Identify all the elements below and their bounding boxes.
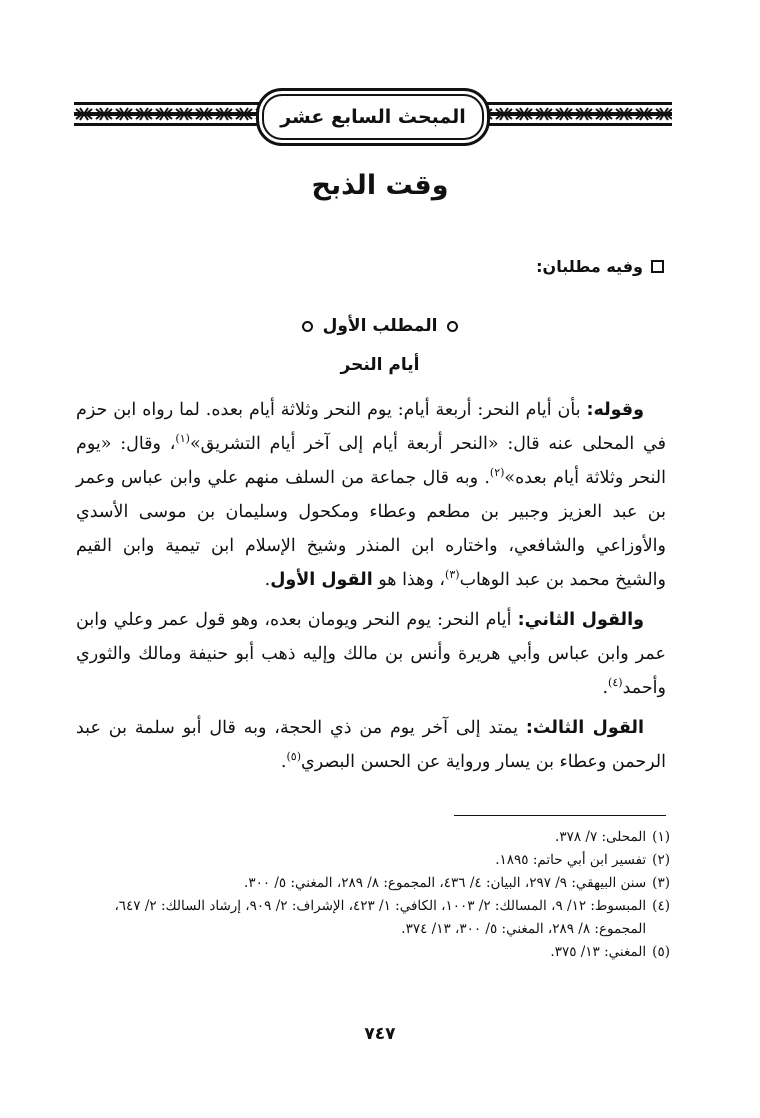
footnote bbox=[76, 826, 670, 849]
footnote-number: (٥) bbox=[652, 944, 670, 960]
paragraph-text: ، وهذا هو bbox=[372, 570, 446, 590]
paragraph-text: . وبه قال جماعة من السلف منهم علي وابن عباس وعمر بن عبد العزيز وجبير بن مطعم وعطاء ومكحول وسليمان بن موسى الأسدي والأوزاعي والشافعي، واختاره ابن المنذر وشيخ الإسلام ابن تيمية وابن القيم والشيخ محمد بن عبد الوهاب bbox=[76, 468, 666, 590]
footnote-ref: (٥) bbox=[286, 750, 302, 764]
page-number: ٧٤٧ bbox=[364, 1024, 396, 1044]
footnote-text: تفسير ابن أبي حاتم: ١٨٩٥. bbox=[495, 852, 647, 868]
circle-bullet-icon bbox=[302, 321, 313, 332]
footnote-ref: (٢) bbox=[489, 466, 505, 480]
footnote-text: المبسوط: ١٢/ ٩، المسالك: ٢/ ١٠٠٣، الكافي: ١/ ٤٢٣، الإشراف: ٢/ ٩٠٩، إرشاد السالك: ٢/ ٦٤٧، المجموع: ٨/ ٢٨٩، المغني: ٥/ ٣٠٠، ١٣/ ٣٧٤. bbox=[114, 898, 647, 937]
paragraph-text: . bbox=[602, 678, 609, 698]
footnote-ref: (٣) bbox=[445, 568, 460, 582]
intro-line bbox=[536, 257, 664, 276]
chapter-label-box bbox=[256, 88, 490, 146]
footnote-ref: (١) bbox=[175, 432, 190, 446]
paragraph-text: أيام النحر: يوم النحر ويومان بعده، وهو قول عمر وعلي وابن عمر وابن عباس وأبي هريرة وأنس بن مالك وإليه ذهب أبو حنيفة ومالك والثوري وأحمد bbox=[76, 610, 666, 698]
footnote-text: سنن البيهقي: ٩/ ٢٩٧، البيان: ٤/ ٤٣٦، المجموع: ٨/ ٢٨٩، المغني: ٥/ ٣٠٠. bbox=[244, 875, 647, 891]
chapter-label: المبحث السابع عشر bbox=[280, 106, 466, 128]
paragraph-text: . bbox=[280, 752, 287, 772]
paragraph-text: يمتد إلى آخر يوم من ذي الحجة، وبه قال أبو سلمة بن عبد الرحمن وعطاء بن يسار ورواية عن الحسن البصري bbox=[76, 718, 666, 772]
footnote-text: المغني: ١٣/ ٣٧٥. bbox=[550, 944, 647, 960]
paragraph-third-opinion bbox=[76, 711, 666, 779]
footnote-number: (٤) bbox=[652, 898, 670, 914]
paragraph-text: . bbox=[264, 570, 271, 590]
footnote-text: المحلى: ٧/ ٣٧٨. bbox=[555, 829, 647, 845]
paragraph-text: ، وقال: «يوم النحر وثلاثة أيام بعده» bbox=[76, 434, 667, 488]
footnote bbox=[76, 895, 670, 941]
footnote bbox=[76, 941, 670, 964]
circle-bullet-icon bbox=[447, 321, 458, 332]
footnote bbox=[76, 849, 670, 872]
body-text bbox=[76, 393, 666, 779]
paragraph-bold-phrase: القول الأول bbox=[270, 570, 373, 590]
paragraph-text: بأن أيام النحر: أربعة أيام: يوم النحر وثلاثة أيام بعده. لما رواه ابن حزم في المحلى عنه قال: «النحر أربعة أيام إلى آخر أيام التشريق» bbox=[76, 400, 666, 454]
footnote-ref: (٤) bbox=[608, 676, 623, 690]
paragraph-lead: القول الثالث: bbox=[525, 718, 644, 738]
section-heading bbox=[0, 316, 760, 336]
intro-text: وفيه مطلبان: bbox=[536, 257, 643, 276]
section-heading-text: المطلب الأول bbox=[322, 316, 438, 336]
footnote-number: (٢) bbox=[652, 852, 670, 868]
footnote-number: (١) bbox=[652, 829, 670, 845]
paragraph-lead: والقول الثاني: bbox=[517, 610, 644, 630]
paragraph-first-opinion bbox=[76, 393, 666, 597]
paragraph-second-opinion bbox=[76, 603, 666, 705]
square-bullet-icon bbox=[651, 260, 664, 273]
footnote-number: (٣) bbox=[652, 875, 670, 891]
footnotes bbox=[76, 826, 670, 964]
footnote-divider bbox=[454, 815, 666, 816]
section-subheading: أيام النحر bbox=[340, 355, 420, 375]
chapter-title: وقت الذبح bbox=[311, 170, 449, 201]
paragraph-lead: وقوله: bbox=[586, 400, 644, 420]
footnote bbox=[76, 872, 670, 895]
